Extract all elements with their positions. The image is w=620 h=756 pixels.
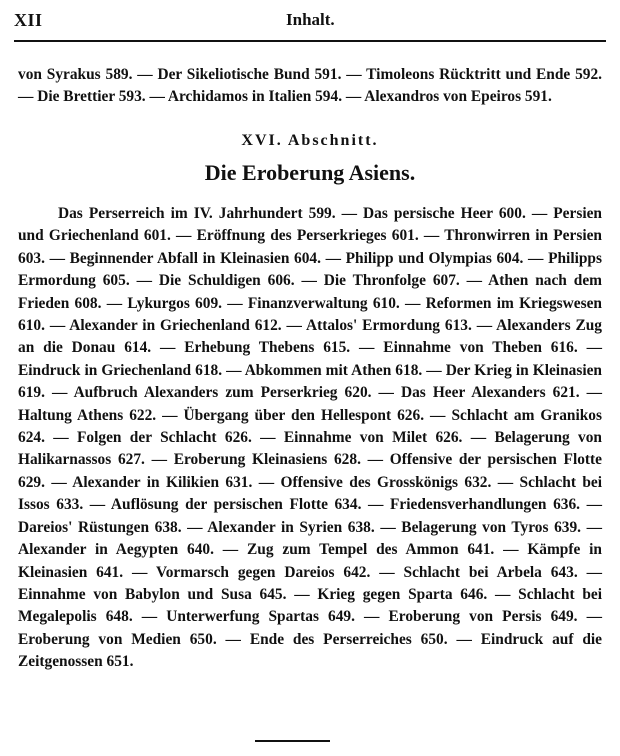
running-head: Inhalt. bbox=[286, 10, 335, 29]
page-header bbox=[14, 10, 605, 34]
section-title: Die Eroberung Asiens. bbox=[204, 160, 416, 185]
header-rule bbox=[14, 40, 606, 42]
bottom-rule bbox=[255, 740, 330, 742]
section-label: XVI. Abschnitt. bbox=[241, 132, 379, 149]
section-body-paragraph: Das Perserreich im IV. Jahrhundert 599. — Das persische Heer 600. — Persien und Griechenland 601. — Eröffnung des Perserkrieges 601. — Thronwirren in Persien 603. — Beginnender Abfall in Kleinasien 604. — Philipp und Olympias 604. — Philipps Ermordung 605. — Die Schuldigen 606. — Die Thronfolge 607. — Athen nach dem Frieden 608. — Lykurgos 609. — Finanzverwaltung 610. — Reformen im Kriegswesen 610. — Alexander in Griechenland 612. — Attalos' Ermordung 613. — Alexanders Zug an die Donau 614. — Erhebung Thebens 615. — Einnahme von Theben 616. — Eindruck in Griechenland 618. — Abkommen mit Athen 618. — Der Krieg in Kleinasien 619. — Aufbruch Alexanders zum Perserkrieg 620. — Das Heer Alexanders 621. — Haltung Athens 622. — Übergang über den Hellespont 626. — Schlacht am Granikos 624. — Folgen der Schlacht 626. — Einnahme von Milet 626. — Belagerung von Halikarnassos 627. — Eroberung Kleinasiens 628. — Offensive der persischen Flotte 629. — Alexander in Kilikien 631. — Offensive des Grosskönigs 632. — Schlacht bei Issos 633. — Auflösung der persischen Flotte 634. — Friedensverhandlungen 636. — Dareios' Rüstungen 638. — Alexander in Syrien 638. — Belagerung von Tyros 639. — Alexander in Aegypten 640. — Zug zum Tempel des Ammon 641. — Kämpfe in Kleinasien 641. — Vormarsch gegen Dareios 642. — Schlacht bei Arbela 643. — Einnahme von Babylon und Susa 645. — Krieg gegen Sparta 646. — Schlacht bei Megalepolis 648. — Unterwerfung Spartas 649. — Eroberung von Persis 649. — Eroberung von Medien 650. — Ende des Perserreiches 650. — Eindruck auf die Zeitgenossen 651. bbox=[18, 205, 602, 671]
page-number: XII bbox=[14, 10, 43, 30]
continuation-paragraph: von Syrakus 589. — Der Sikeliotische Bund 591. — Timoleons Rücktritt und Ende 592. — Die Brettier 593. — Archidamos in Italien 594. — Alexandros von Epeiros 591. bbox=[18, 66, 602, 106]
